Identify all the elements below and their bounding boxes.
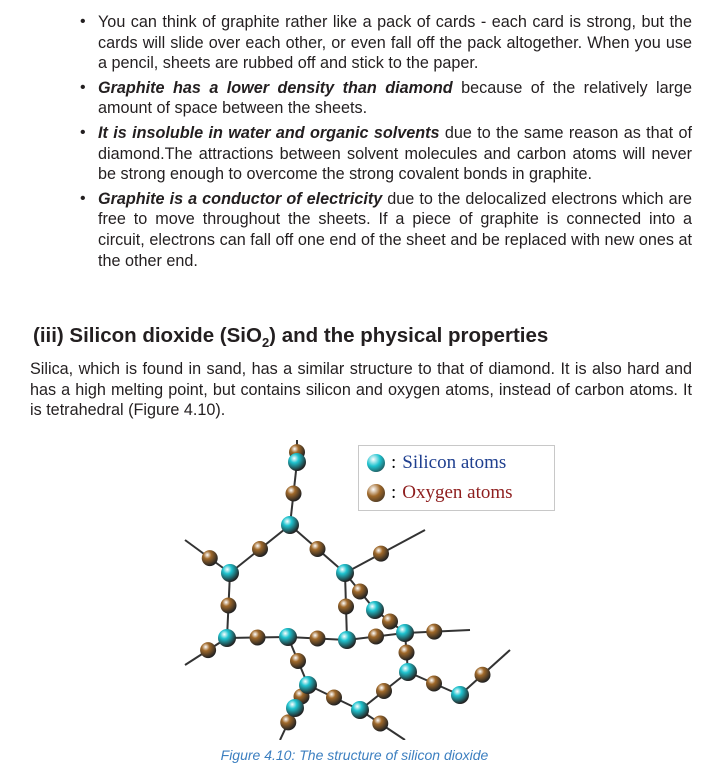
- oxygen-atom: [376, 683, 392, 699]
- bullet-dot: •: [80, 123, 86, 141]
- bullet-dot: •: [80, 78, 86, 96]
- legend-row-oxygen: [367, 479, 513, 507]
- oxygen-atom: [310, 631, 326, 647]
- bullet-bold: Graphite is a conductor of electricity: [98, 189, 383, 208]
- bullet-list: [0, 12, 709, 275]
- legend-silicon-label: Silicon atoms: [402, 452, 507, 473]
- oxygen-atom: [399, 645, 415, 661]
- oxygen-atom: [286, 486, 302, 502]
- legend-colon: :: [391, 452, 397, 473]
- oxygen-atom: [352, 584, 368, 600]
- bullet-text: because of the relatively large amount of space between the sheets.: [98, 78, 692, 118]
- bullet-item: [80, 12, 692, 74]
- silicon-atom: [218, 629, 236, 647]
- silicon-atom: [279, 628, 297, 646]
- silicon-atom: [281, 516, 299, 534]
- bullet-bold: It is insoluble in water and organic solvents: [98, 123, 440, 142]
- heading-end: ) and the physical properties: [269, 324, 549, 347]
- legend-oxygen-label: Oxygen atoms: [402, 482, 513, 503]
- figure-legend: [358, 445, 555, 511]
- oxygen-atom: [338, 599, 354, 615]
- oxygen-atom: [382, 614, 398, 630]
- silicon-atom: [336, 564, 354, 582]
- figure-caption: Figure 4.10: The structure of silicon dioxide: [220, 747, 489, 763]
- bullet-bold: Graphite has a lower density than diamond: [98, 78, 453, 97]
- bullet-item: [80, 78, 692, 119]
- bullet-text: You can think of graphite rather like a pack of cards - each card is strong, but the cards will slide over each other, or even fall off the pack altogether. When you use a pencil, sheets are rubbed off and stick to the paper.: [98, 13, 692, 73]
- bullet-item: [80, 123, 692, 185]
- legend-colon: :: [391, 482, 397, 503]
- oxygen-atom: [426, 676, 442, 692]
- silicon-atom: [338, 631, 356, 649]
- oxygen-atom: [326, 690, 342, 706]
- oxygen-atom: [202, 550, 218, 566]
- legend-row-silicon: [367, 449, 506, 477]
- oxygen-swatch: [367, 484, 385, 502]
- section-heading: [33, 324, 548, 350]
- silicon-atom: [396, 624, 414, 642]
- silicon-atom: [221, 564, 239, 582]
- oxygen-atom: [368, 629, 384, 645]
- silicon-atom: [286, 699, 304, 717]
- oxygen-atom: [426, 624, 442, 640]
- silicon-swatch: [367, 454, 385, 472]
- silicon-atom: [451, 686, 469, 704]
- oxygen-atom: [221, 598, 237, 614]
- silicon-atom: [351, 701, 369, 719]
- oxygen-atom: [252, 541, 268, 557]
- oxygen-atom: [290, 653, 306, 669]
- bullet-dot: •: [80, 189, 86, 207]
- oxygen-atom: [372, 716, 388, 732]
- heading-subscript: 2: [261, 335, 270, 350]
- silicon-atom: [399, 663, 417, 681]
- heading-main: (iii) Silicon dioxide (SiO: [33, 324, 262, 347]
- silicon-atom: [288, 453, 306, 471]
- bullet-text: due to the delocalized electrons which are free to move throughout the sheets. If a piece of graphite is connected into a circuit, electrons can fall off one end of the sheet and be replaced with new ones at the other end.: [98, 189, 692, 270]
- oxygen-atom: [475, 667, 491, 683]
- oxygen-atom: [373, 546, 389, 562]
- oxygen-atom: [200, 642, 216, 658]
- bullet-dot: •: [80, 13, 86, 30]
- oxygen-atom: [310, 541, 326, 557]
- silicon-atom: [366, 601, 384, 619]
- bullet-item: [80, 189, 692, 271]
- silicon-atom: [299, 676, 317, 694]
- bullet-text: due to the same reason as that of diamond.The attractions between solvent molecules and carbon atoms will never be strong enough to overcome the strong covalent bonds in graphite.: [98, 123, 692, 184]
- body-paragraph: Silica, which is found in sand, has a similar structure to that of diamond. It is also hard and has a high melting point, but contains silicon and oxygen atoms, instead of carbon atoms. It is tetrahedral (Figure 4.10).: [30, 360, 692, 420]
- oxygen-atom: [250, 630, 266, 646]
